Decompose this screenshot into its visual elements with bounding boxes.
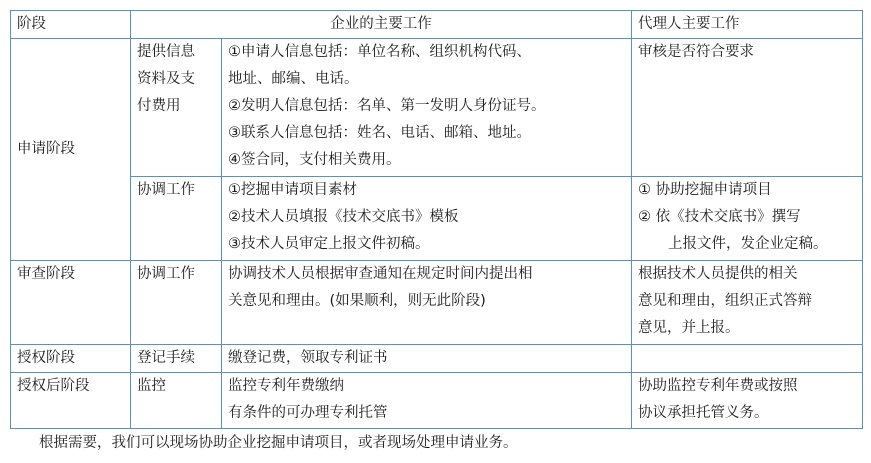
table-row-post bbox=[11, 373, 863, 429]
task-grant: 登记手续 bbox=[131, 345, 222, 373]
stage-post: 授权后阶段 bbox=[11, 373, 131, 429]
agent-line: 意见和理由，组织正式答辩 bbox=[638, 293, 812, 309]
enterprise-line: 地址、邮编、电话。 bbox=[228, 71, 359, 87]
task-provide-line: 提供信息 bbox=[137, 44, 195, 60]
task-coordinate: 协调工作 bbox=[131, 177, 222, 261]
agent-grant bbox=[632, 345, 863, 373]
enterprise-coordinate bbox=[222, 177, 632, 261]
enterprise-line: ③联系人信息包括：姓名、电话、邮箱、地址。 bbox=[228, 125, 531, 141]
agent-provide: 审核是否符合要求 bbox=[632, 39, 863, 177]
task-provide-line: 付费用 bbox=[137, 98, 181, 114]
enterprise-line: 监控专利年费缴纳 bbox=[228, 378, 344, 394]
enterprise-line: ③技术人员审定上报文件初稿。 bbox=[228, 236, 430, 252]
footnote: 根据需要，我们可以现场协助企业挖掘申请项目，或者现场处理申请业务。 bbox=[39, 435, 518, 451]
workflow-table bbox=[10, 10, 863, 429]
enterprise-line: ②发明人信息包括：名单、第一发明人身份证号。 bbox=[228, 98, 546, 114]
enterprise-line: ④签合同，支付相关费用。 bbox=[228, 152, 401, 168]
stage-review: 审查阶段 bbox=[11, 261, 131, 345]
agent-line: 协助监控专利年费或按照 bbox=[638, 378, 798, 394]
agent-line: 根据技术人员提供的相关 bbox=[638, 266, 798, 282]
stage-apply: 申请阶段 bbox=[11, 39, 131, 261]
enterprise-review bbox=[222, 261, 632, 345]
task-provide bbox=[131, 39, 222, 177]
table-row-review bbox=[11, 261, 863, 345]
enterprise-post bbox=[222, 373, 632, 429]
enterprise-line: 有条件的可办理专利托管 bbox=[228, 405, 388, 421]
task-post: 监控 bbox=[131, 373, 222, 429]
stage-grant: 授权阶段 bbox=[11, 345, 131, 373]
table-row-grant bbox=[11, 345, 863, 373]
table-row-apply-provide bbox=[11, 39, 863, 177]
enterprise-line: 关意见和理由。(如果顺利，则无此阶段) bbox=[228, 293, 486, 309]
header-enterprise: 企业的主要工作 bbox=[131, 11, 632, 39]
table-row-apply-coordinate bbox=[11, 177, 863, 261]
header-stage: 阶段 bbox=[11, 11, 131, 39]
agent-line: 上报文件，发企业定稿。 bbox=[668, 236, 828, 252]
agent-line: ② 依《技术交底书》撰写 bbox=[638, 209, 801, 225]
agent-line: 意见，并上报。 bbox=[638, 320, 740, 336]
agent-post bbox=[632, 373, 863, 429]
enterprise-line: ①申请人信息包括：单位名称、组织机构代码、 bbox=[228, 44, 531, 60]
enterprise-line: 协调技术人员根据审查通知在规定时间内提出相 bbox=[228, 266, 533, 282]
task-review: 协调工作 bbox=[131, 261, 222, 345]
agent-line: ① 协助挖掘申请项目 bbox=[638, 182, 772, 198]
enterprise-line: ①挖掘申请项目素材 bbox=[228, 182, 357, 198]
agent-coordinate bbox=[632, 177, 863, 261]
enterprise-grant: 缴登记费，领取专利证书 bbox=[222, 345, 632, 373]
agent-line: 协议承担托管义务。 bbox=[638, 405, 769, 421]
enterprise-line: ②技术人员填报《技术交底书》模板 bbox=[228, 209, 459, 225]
header-row bbox=[11, 11, 863, 39]
agent-review bbox=[632, 261, 863, 345]
task-provide-line: 资料及支 bbox=[137, 71, 195, 87]
enterprise-provide bbox=[222, 39, 632, 177]
header-agent: 代理人主要工作 bbox=[632, 11, 863, 39]
